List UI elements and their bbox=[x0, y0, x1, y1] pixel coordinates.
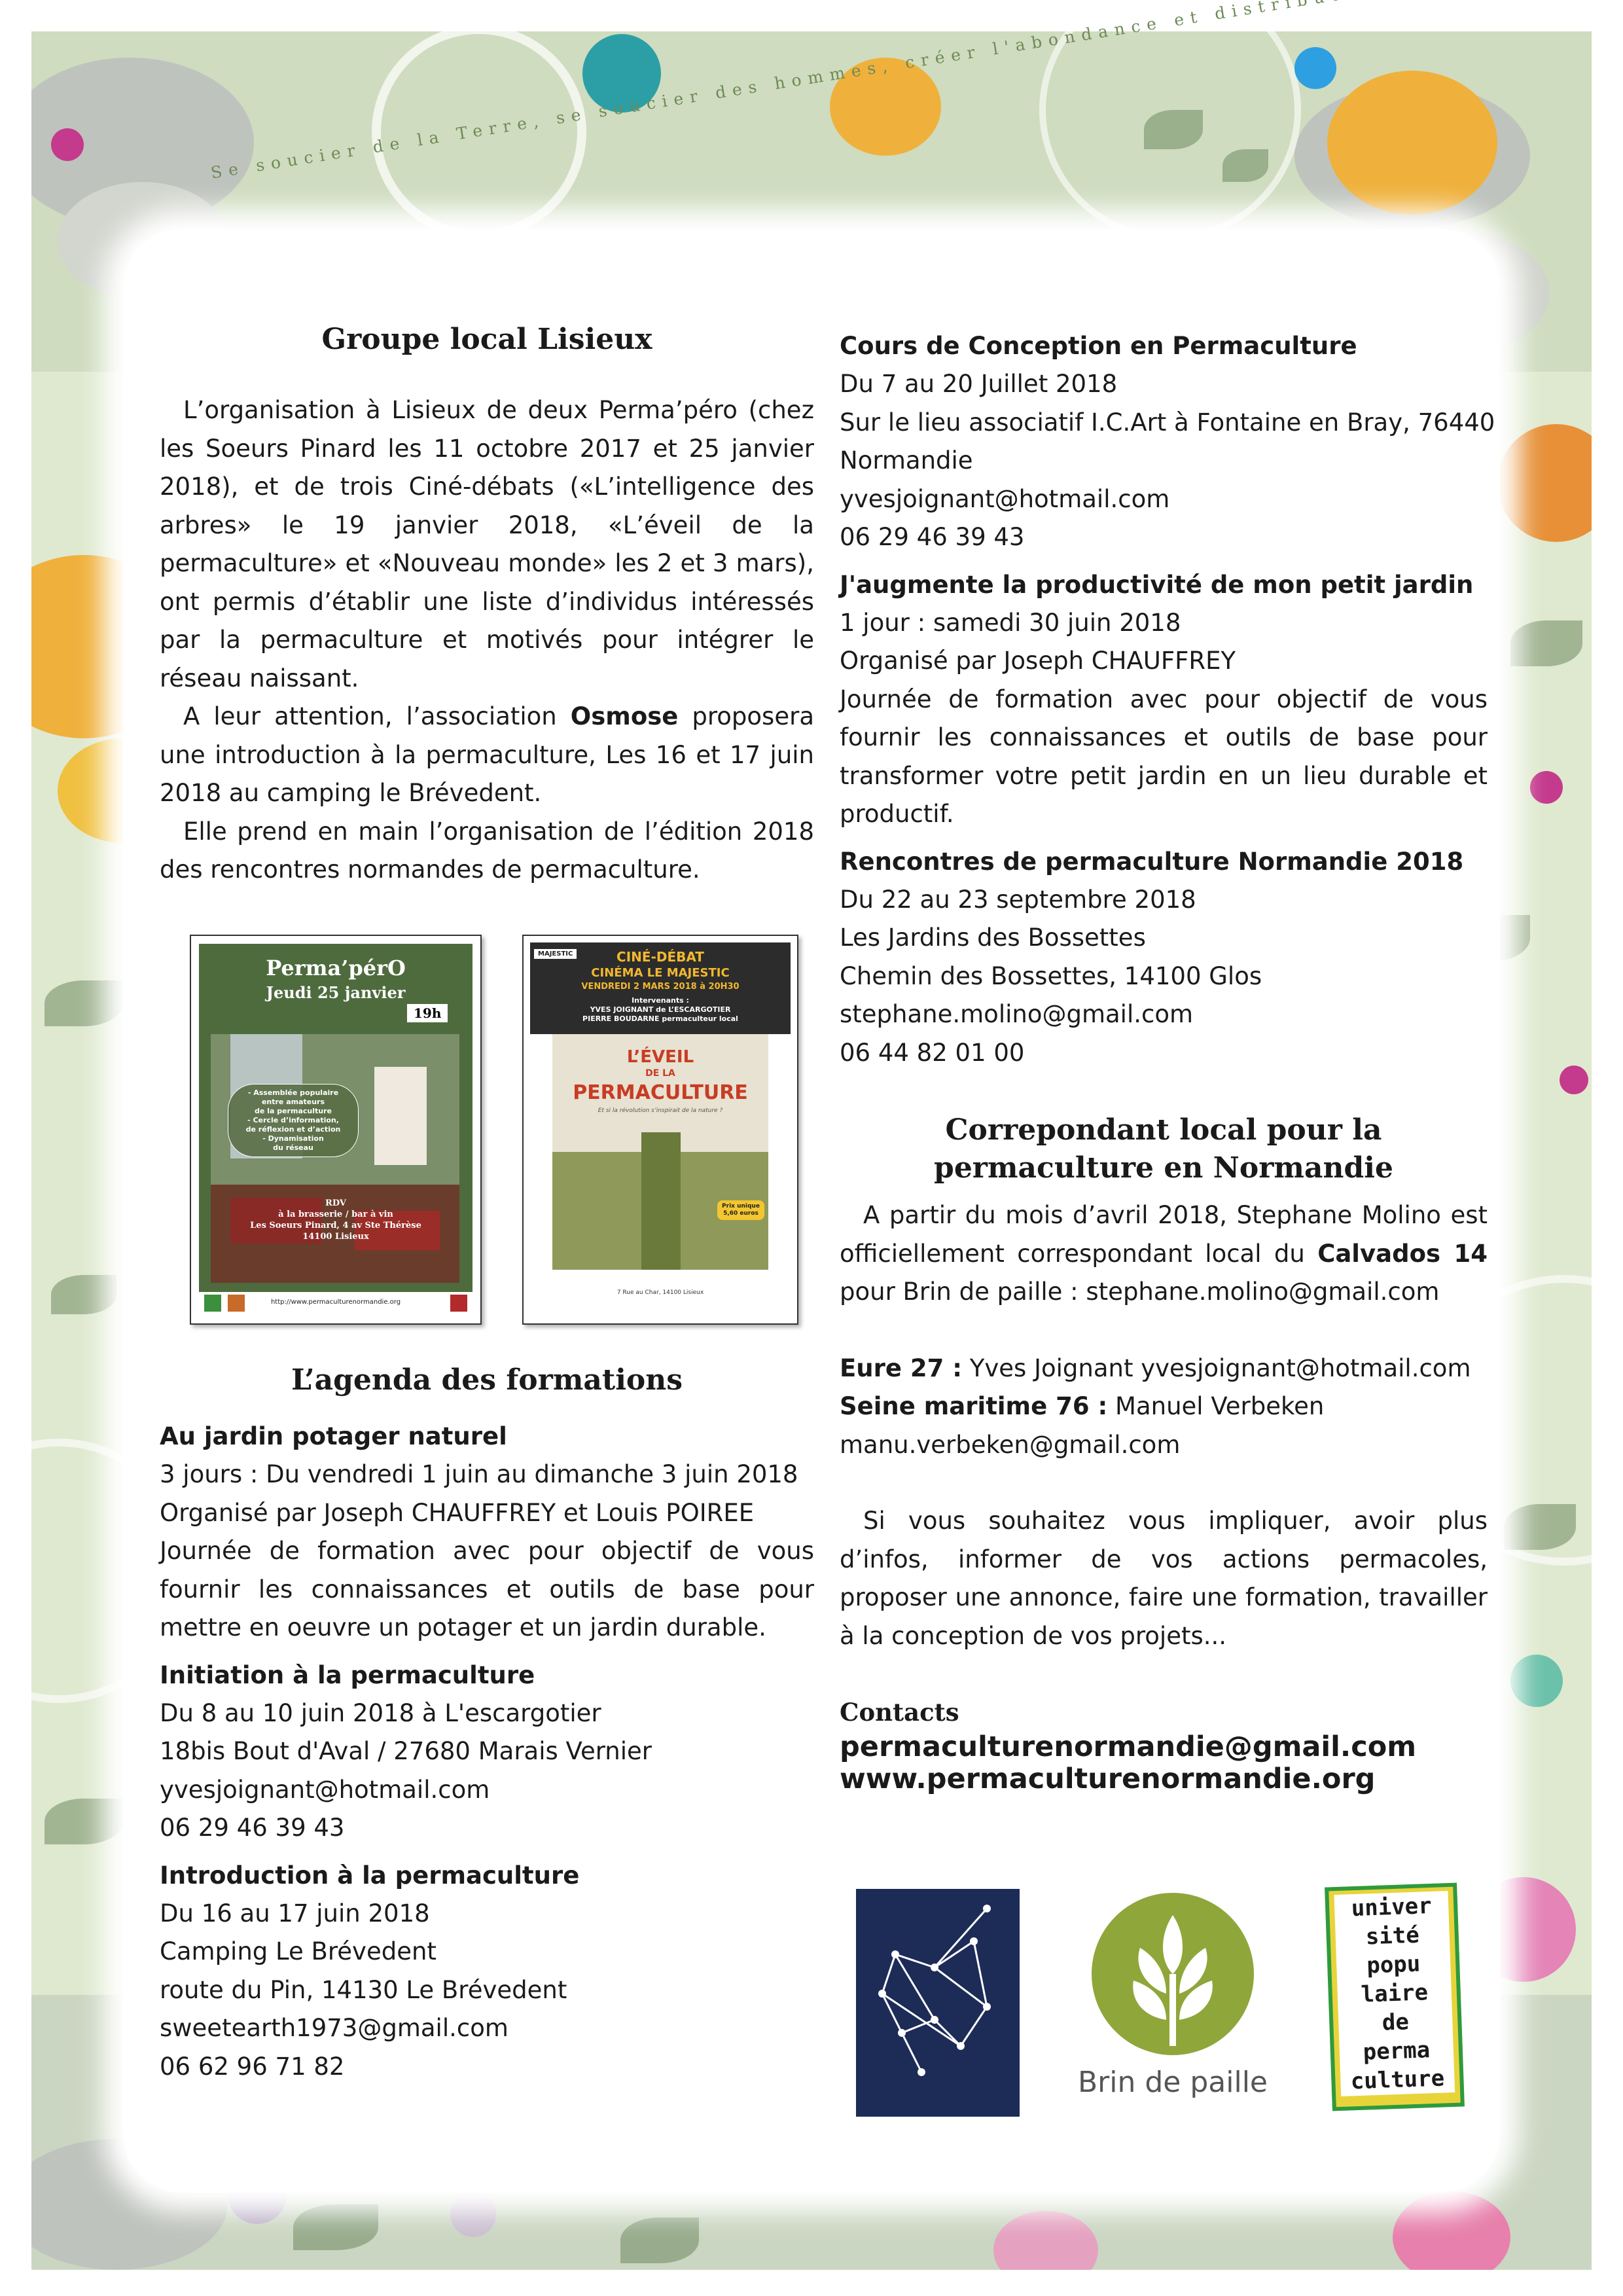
cine-head-2: CINÉMA LE MAJESTIC bbox=[591, 966, 730, 980]
yellow-flower bbox=[1327, 71, 1497, 215]
correspondant-heading-line-2: permaculture en Normandie bbox=[934, 1151, 1393, 1185]
seed-head bbox=[450, 2191, 496, 2237]
event-line: 18bis Bout d'Aval / 27680 Marais Vernier bbox=[160, 1737, 652, 1765]
brin-de-paille-name: Brin de paille bbox=[1078, 2066, 1268, 2099]
bullet-line: de réflexion et d’action bbox=[245, 1125, 341, 1134]
film-tagline: Et si la révolution s’inspirait de la nature ? bbox=[597, 1107, 723, 1114]
correspondant-heading-line-1: Correpondant local pour la bbox=[945, 1113, 1382, 1147]
leaf-shape bbox=[1144, 110, 1203, 149]
event-title: Rencontres de permaculture Normandie 2018 bbox=[840, 847, 1464, 876]
cine-head-1: CINÉ-DÉBAT bbox=[616, 949, 704, 965]
bullet-line: du réseau bbox=[273, 1143, 313, 1152]
lisieux-paragraph-3: Elle prend en main l’organisation de l’édition 2018 des rencontres normandes de permaculture. bbox=[160, 817, 814, 884]
text-fragment: A leur attention, l’association bbox=[183, 702, 571, 730]
upp-line: popu bbox=[1366, 1950, 1421, 1979]
poster-url: http://www.permaculturenormandie.org bbox=[270, 1299, 401, 1306]
network-graph-icon bbox=[856, 1889, 1020, 2117]
bullet-line: entre amateurs bbox=[261, 1098, 325, 1106]
event-line: Normandie bbox=[840, 446, 973, 475]
event-line: route du Pin, 14130 Le Brévedent bbox=[160, 1975, 567, 2004]
seine-email: manu.verbeken@gmail.com bbox=[840, 1430, 1181, 1459]
rdv-line: Les Soeurs Pinard, 4 av Ste Thérèse bbox=[250, 1221, 421, 1230]
leaf-shape bbox=[45, 1799, 123, 1844]
magenta-dot bbox=[1560, 1066, 1588, 1094]
rdv-line: à la brasserie / bar à vin bbox=[278, 1210, 393, 1219]
poster-title: Perma’pérO bbox=[266, 956, 406, 980]
film-title-2: DE LA bbox=[645, 1068, 675, 1079]
event-email: stephane.molino@gmail.com bbox=[840, 1000, 1194, 1028]
upp-logo bbox=[1325, 1883, 1465, 2111]
teal-dot bbox=[1510, 1655, 1563, 1707]
bullet-line: - Dynamisation bbox=[262, 1134, 324, 1143]
poster-rdv bbox=[191, 1198, 480, 1242]
eure-label: Eure 27 : bbox=[840, 1354, 963, 1382]
upp-text bbox=[1334, 1891, 1455, 2096]
left-column bbox=[160, 321, 814, 1306]
poster-time: 19h bbox=[407, 1004, 448, 1022]
magenta-dot bbox=[1530, 771, 1563, 804]
magenta-dot bbox=[51, 128, 84, 161]
event-line: Du 16 au 17 juin 2018 bbox=[160, 1899, 430, 1928]
poster-date: Jeudi 25 janvier bbox=[266, 983, 406, 1002]
right-column bbox=[840, 327, 1495, 1072]
leaf-shape bbox=[620, 2217, 699, 2263]
text-fragment: proposera une introduction à la permaculture, Les 16 et 17 juin 2018 au camping le Brévedent. bbox=[160, 702, 814, 807]
upp-line: univer bbox=[1351, 1892, 1433, 1922]
event-line: Camping Le Brévedent bbox=[160, 1937, 437, 1965]
orange-flower bbox=[1497, 424, 1592, 542]
bullet-line: de la permaculture bbox=[255, 1107, 332, 1115]
contact-website-link[interactable]: www.permaculturenormandie.org bbox=[840, 1763, 1376, 1795]
event-phone: 06 44 82 01 00 bbox=[840, 1038, 1025, 1067]
lisieux-paragraph-1: L’organisation à Lisieux de deux Perma’péro (chez les Soeurs Pinard les 11 octobre 2017 et 25 janvier 2018), et de trois Ciné-débats («L’intelligence des arbres» le 19 janvier 2018, «L’éveil de la permaculture» et «Nouveau monde» les 2 et 3 mars), ont permis d’établir une liste d’individus intéressés par la permaculture et motivés pour intégrer le réseau naissant. bbox=[160, 396, 814, 692]
network-logo bbox=[856, 1889, 1020, 2117]
upp-line: laire bbox=[1360, 1979, 1429, 2008]
motto-banner: Se soucier de la Terre, se soucier des hommes, créer l'abondance et distribuer bbox=[209, 0, 1363, 183]
contacts-label: Contacts bbox=[840, 1698, 959, 1727]
event-line: Les Jardins des Bossettes bbox=[840, 924, 1146, 952]
event-line: Du 7 au 20 Juillet 2018 bbox=[840, 370, 1118, 398]
event-title: J'augmente la productivité de mon petit jardin bbox=[840, 570, 1474, 599]
leaf-shape bbox=[1222, 149, 1268, 182]
speaker-line: PIERRE BOUDARNE permaculteur local bbox=[582, 1014, 738, 1023]
leaf-shape bbox=[45, 980, 123, 1026]
cine-debat-poster bbox=[522, 935, 798, 1325]
leaf-shape bbox=[293, 2204, 378, 2250]
rdv-line: 14100 Lisieux bbox=[302, 1232, 369, 1242]
agenda-section bbox=[160, 1361, 814, 2086]
event-line: Organisé par Joseph CHAUFFREY bbox=[840, 647, 1236, 675]
osmose-name: Osmose bbox=[570, 702, 679, 730]
calvados-label: Calvados 14 bbox=[1317, 1239, 1488, 1268]
seine-label: Seine maritime 76 : bbox=[840, 1392, 1108, 1420]
leaf-shape bbox=[1504, 1504, 1576, 1550]
event-title: Initiation à la permaculture bbox=[160, 1660, 535, 1689]
upp-line: culture bbox=[1350, 2065, 1445, 2095]
cine-speakers bbox=[524, 996, 797, 1024]
bullet-line: - Cercle d’information, bbox=[247, 1116, 339, 1124]
eure-text: Yves Joignant yvesjoignant@hotmail.com bbox=[962, 1354, 1471, 1382]
seine-text: Manuel Verbeken bbox=[1107, 1392, 1325, 1420]
event-phone: 06 62 96 71 82 bbox=[160, 2052, 345, 2081]
blue-dot bbox=[1294, 47, 1336, 89]
event-line: Organisé par Joseph CHAUFFREY et Louis POIREE bbox=[160, 1498, 755, 1527]
cinema-badge: MAJESTIC bbox=[534, 949, 577, 959]
upp-line: sité bbox=[1365, 1922, 1420, 1950]
event-title: Au jardin potager naturel bbox=[160, 1422, 507, 1450]
poster-frame bbox=[524, 936, 797, 1323]
permapero-poster bbox=[190, 935, 482, 1325]
bullet-line: - Assemblée populaire bbox=[247, 1088, 339, 1097]
speaker-line: YVES JOIGNANT de L’ESCARGOTIER bbox=[590, 1005, 731, 1014]
event-line: Du 8 au 10 juin 2018 à L'escargotier bbox=[160, 1698, 601, 1727]
price-badge: Prix unique 5,60 euros bbox=[717, 1200, 764, 1220]
upp-line: de bbox=[1382, 2009, 1410, 2036]
event-line: Chemin des Bossettes, 14100 Glos bbox=[840, 961, 1262, 990]
correspondant-section bbox=[840, 1111, 1488, 1795]
film-title-3: PERMACULTURE bbox=[573, 1081, 748, 1104]
event-line: 1 jour : samedi 30 juin 2018 bbox=[840, 608, 1181, 637]
event-line: 3 jours : Du vendredi 1 juin au dimanche 3 juin 2018 bbox=[160, 1460, 798, 1488]
event-line: Du 22 au 23 septembre 2018 bbox=[840, 885, 1196, 914]
leaf-shape bbox=[1510, 620, 1582, 666]
event-phone: 06 29 46 39 43 bbox=[840, 523, 1025, 551]
speaker-line: Intervenants : bbox=[632, 996, 689, 1005]
lisieux-paragraph-2 bbox=[160, 698, 814, 813]
event-email: yvesjoignant@hotmail.com bbox=[840, 484, 1170, 513]
contact-email-link[interactable]: permaculturenormandie@gmail.com bbox=[840, 1731, 1417, 1763]
rdv-line: RDV bbox=[325, 1198, 346, 1208]
cinema-address: 7 Rue au Char, 14100 Lisieux bbox=[616, 1289, 704, 1296]
text-fragment: pour Brin de paille : stephane.molino@gmail.com bbox=[840, 1278, 1440, 1306]
event-title: Introduction à la permaculture bbox=[160, 1861, 580, 1890]
eure-contact bbox=[840, 1350, 1488, 1388]
film-title-1: L’ÉVEIL bbox=[626, 1047, 694, 1067]
poster-bullets bbox=[228, 1084, 359, 1157]
event-phone: 06 29 46 39 43 bbox=[160, 1814, 345, 1842]
event-email: yvesjoignant@hotmail.com bbox=[160, 1775, 490, 1804]
event-line: Sur le lieu associatif I.C.Art à Fontaine en Bray, 76440 bbox=[840, 408, 1495, 437]
wheat-icon bbox=[1061, 1889, 1284, 2059]
cine-head-3: VENDREDI 2 MARS 2018 à 20H30 bbox=[581, 982, 740, 992]
leaf-shape bbox=[51, 1275, 116, 1314]
event-description: Journée de formation avec pour objectif de vous fournir les connaissances et outils de base pour mettre en oeuvre un potager et un jardin durable. bbox=[160, 1537, 814, 1641]
text-fragment: A partir du mois d’avril 2018, Stephane Molino est officiellement correspondant local du bbox=[840, 1201, 1488, 1268]
lisieux-heading: Groupe local Lisieux bbox=[321, 323, 652, 356]
call-to-action: Si vous souhaitez vous impliquer, avoir plus d’infos, informer de vos actions permacoles, proposer une annonce, faire une formation, travailler à la conception de vos projets... bbox=[840, 1507, 1488, 1650]
agenda-heading: L’agenda des formations bbox=[291, 1363, 683, 1397]
seine-contact bbox=[840, 1388, 1488, 1426]
event-description: Journée de formation avec pour objectif de vous fournir les connaissances et outils de base pour transformer votre petit jardin en un lieu durable et productif. bbox=[840, 685, 1488, 828]
event-email: sweetearth1973@gmail.com bbox=[160, 2014, 508, 2042]
upp-line: perma bbox=[1363, 2037, 1431, 2066]
correspondant-paragraph bbox=[840, 1196, 1488, 1312]
brin-de-paille-logo bbox=[1061, 1889, 1284, 2117]
event-title: Cours de Conception en Permaculture bbox=[840, 332, 1357, 360]
